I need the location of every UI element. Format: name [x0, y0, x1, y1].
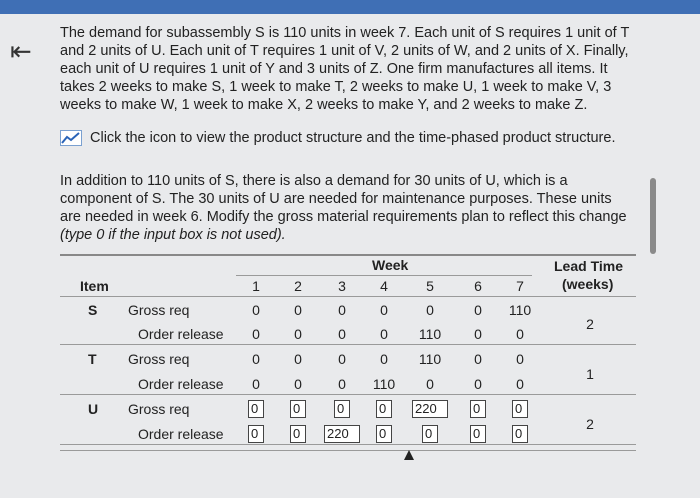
value-input[interactable]: 0	[248, 400, 264, 418]
value-input[interactable]: 220	[324, 425, 360, 443]
value-cell: 0	[516, 376, 524, 392]
value-input[interactable]: 0	[376, 425, 392, 443]
part2-text: In addition to 110 units of S, there is also a demand for 30 units of U, which is a component of S. The 30 units of U are needed for maintenance purposes. These units are needed in week 6. Modify the gross material requirements plan to reflect this change (type 0 if the input box is not used).	[60, 173, 627, 243]
lead-time-value: 1	[586, 366, 594, 382]
group-rule	[60, 444, 636, 445]
lead-time-value: 2	[586, 416, 594, 432]
gross-req-label: Gross req	[128, 351, 190, 367]
lead-time-units: (weeks)	[562, 276, 614, 292]
value-cell: 0	[338, 302, 346, 318]
item-label: S	[88, 302, 98, 318]
item-label: U	[88, 401, 99, 417]
problem-text: The demand for subassembly S is 110 units in week 7. Each unit of S requires 1 unit of T and 2 units of U. Each unit of T requires 1 unit of V, 2 units of W, and 2 units of X. Finally, each unit of U requires 1 unit of Y and 3 units of Z. One firm manufactures all items. It takes 2 weeks to make S, 1 week to make T, 2 weeks to make U, 1 week to make V, 3 weeks to make W, 1 week to make X, 2 weeks to make Y, and 2 weeks to make Z.	[60, 25, 630, 113]
group-rule	[60, 344, 636, 345]
click-text: Click the icon to view the product structure and the time-phased product structure.	[90, 130, 616, 146]
top-bar	[0, 0, 700, 14]
value-cell: 0	[294, 326, 302, 342]
week-number: 4	[380, 278, 388, 294]
problem-statement	[60, 24, 630, 114]
value-cell: 0	[380, 302, 388, 318]
value-input[interactable]: 0	[376, 400, 392, 418]
header-rule	[60, 296, 636, 297]
value-cell: 110	[418, 326, 442, 342]
value-cell: 0	[338, 326, 346, 342]
value-cell: 110	[418, 351, 442, 367]
week-number: 7	[516, 278, 524, 294]
value-input[interactable]: 0	[334, 400, 350, 418]
value-cell: 0	[516, 351, 524, 367]
scrollbar[interactable]	[650, 178, 656, 254]
week-underline	[236, 275, 532, 276]
value-input[interactable]: 0	[470, 425, 486, 443]
group-rule	[60, 394, 636, 395]
value-input[interactable]: 0	[290, 400, 306, 418]
value-cell: 0	[252, 376, 260, 392]
gross-req-label: Gross req	[128, 302, 190, 318]
value-cell: 0	[294, 302, 302, 318]
week-header: Week	[372, 257, 409, 273]
value-cell: 0	[252, 326, 260, 342]
item-label: T	[88, 351, 97, 367]
mrp-table	[60, 254, 636, 454]
week-number: 2	[294, 278, 302, 294]
value-cell: 0	[380, 326, 388, 342]
mouse-pointer-icon	[404, 450, 414, 460]
value-cell: 0	[474, 351, 482, 367]
product-structure-link[interactable]	[60, 130, 615, 146]
chart-icon[interactable]	[60, 130, 82, 146]
table-bottom-rule	[60, 450, 636, 451]
gross-req-label: Gross req	[128, 401, 190, 417]
value-cell: 0	[426, 376, 434, 392]
value-cell: 110	[372, 376, 396, 392]
value-cell: 110	[508, 302, 532, 318]
order-release-label: Order release	[138, 426, 224, 442]
value-input[interactable]: 0	[290, 425, 306, 443]
value-cell: 0	[426, 302, 434, 318]
value-cell: 0	[474, 326, 482, 342]
value-input[interactable]: 0	[470, 400, 486, 418]
lead-time-value: 2	[586, 316, 594, 332]
value-cell: 0	[252, 351, 260, 367]
week-number: 3	[338, 278, 346, 294]
order-release-label: Order release	[138, 376, 224, 392]
item-header: Item	[80, 278, 109, 294]
value-input[interactable]: 0	[512, 400, 528, 418]
value-cell: 0	[474, 302, 482, 318]
value-input[interactable]: 0	[512, 425, 528, 443]
value-cell: 0	[252, 302, 260, 318]
week-number: 6	[474, 278, 482, 294]
back-icon[interactable]: ⇤	[10, 36, 32, 66]
value-cell: 0	[338, 376, 346, 392]
value-cell: 0	[516, 326, 524, 342]
table-top-rule	[60, 254, 636, 256]
value-cell: 0	[294, 376, 302, 392]
value-input[interactable]: 0	[248, 425, 264, 443]
value-cell: 0	[474, 376, 482, 392]
value-input[interactable]: 220	[412, 400, 448, 418]
week-number: 1	[252, 278, 260, 294]
lead-time-header: Lead Time	[554, 258, 623, 274]
value-cell: 0	[294, 351, 302, 367]
week-number: 5	[426, 278, 434, 294]
value-cell: 0	[338, 351, 346, 367]
value-input[interactable]: 0	[422, 425, 438, 443]
order-release-label: Order release	[138, 326, 224, 342]
value-cell: 0	[380, 351, 388, 367]
